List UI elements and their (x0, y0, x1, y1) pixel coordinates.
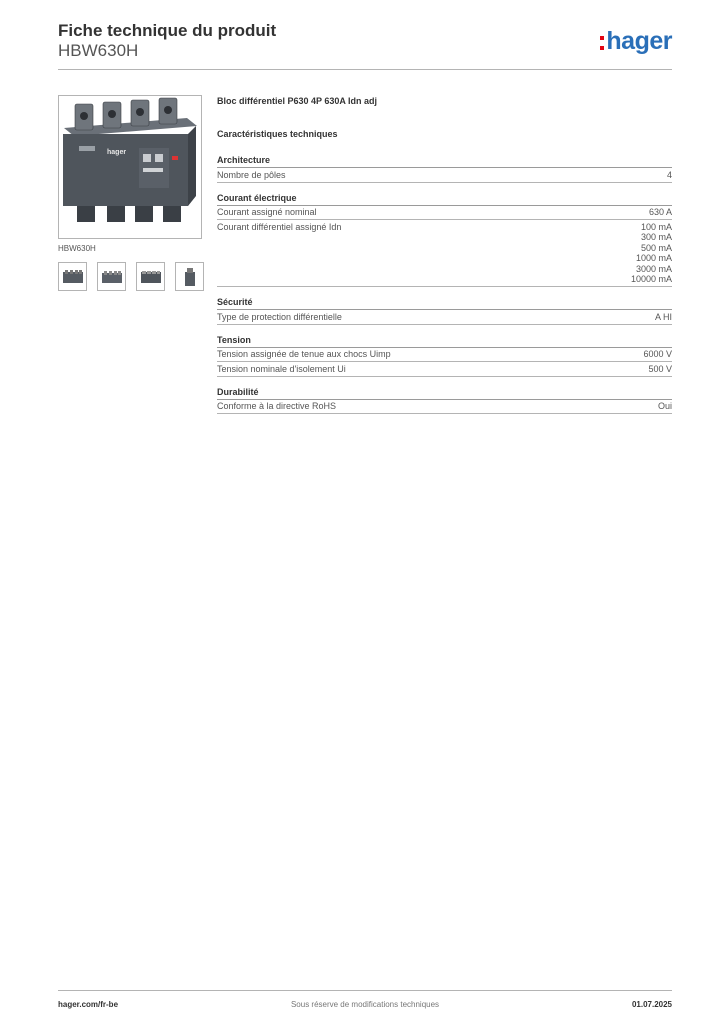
spec-label: Courant différentiel assigné Idn (217, 221, 342, 232)
device-side-icon (182, 267, 198, 287)
thumbnail-3[interactable] (136, 262, 165, 291)
spec-row (217, 206, 672, 221)
logo-dots-icon (600, 36, 604, 50)
image-caption: HBW630H (58, 244, 96, 253)
spec-value: 500 V (648, 363, 672, 374)
hager-logo (600, 26, 672, 56)
product-name: Bloc différentiel P630 4P 630A Idn adj (217, 96, 378, 106)
footer-date: 01.07.2025 (631, 1000, 672, 1009)
spec-value-list (631, 222, 672, 285)
spec-value: 300 mA (640, 232, 672, 242)
spec-label: Nombre de pôles (217, 169, 286, 180)
spec-value: 630 A (648, 207, 672, 217)
section-courant-electrique (217, 192, 672, 288)
device-illustration (59, 96, 201, 238)
spec-row (217, 168, 672, 183)
footer-disclaimer: Sous réserve de modifications techniques (290, 1000, 440, 1009)
spec-value: Oui (657, 401, 672, 411)
spec-value: 1000 mA (635, 253, 672, 263)
spec-value: 3000 mA (635, 263, 672, 274)
thumbnail-1[interactable] (58, 262, 87, 291)
section-architecture (217, 154, 672, 183)
spec-label: Tension nominale d'isolement Ui (217, 363, 346, 374)
spec-row (217, 348, 672, 363)
section-title: Durabilité (217, 386, 672, 400)
page-footer (58, 990, 672, 1015)
spec-label: Type de protection différentielle (217, 311, 342, 322)
thumbnail-gallery (58, 262, 204, 291)
thumbnail-2[interactable] (97, 262, 126, 291)
section-durabilite (217, 386, 672, 415)
product-details (217, 95, 672, 414)
spec-label: Conforme à la directive RoHS (217, 401, 337, 411)
spec-label: Tension assignée de tenue aux chocs Uimp (217, 349, 391, 359)
spec-row (217, 400, 672, 415)
spec-value: 4 (666, 169, 672, 180)
section-title: Tension (217, 334, 672, 348)
page-header (58, 21, 672, 70)
device-angle-icon (140, 269, 162, 285)
device-top-icon (101, 269, 123, 285)
section-title: Courant électrique (217, 192, 672, 206)
technical-characteristics-title: Caractéristiques techniques (217, 129, 338, 139)
device-front-icon (62, 269, 84, 285)
page-title: Fiche technique du produit (58, 21, 277, 40)
spec-row (217, 362, 672, 377)
spec-value: 500 mA (640, 242, 672, 253)
spec-value: 10000 mA (630, 274, 672, 284)
spec-row (217, 310, 672, 325)
section-securite (217, 296, 672, 325)
spec-value: A HI (654, 311, 672, 322)
section-title: Architecture (217, 154, 672, 168)
section-tension (217, 334, 672, 377)
spec-value: 6000 V (643, 349, 672, 359)
spec-label: Courant assigné nominal (217, 207, 317, 217)
section-title: Sécurité (217, 296, 672, 310)
logo-text: hager (606, 26, 672, 55)
footer-website-link[interactable]: hager.com/fr-be (58, 1000, 119, 1009)
product-reference: HBW630H (58, 41, 139, 60)
spec-value: 100 mA (640, 221, 672, 232)
spec-row (217, 220, 672, 287)
product-image (58, 95, 202, 239)
thumbnail-4[interactable] (175, 262, 204, 291)
svg-text:hager: hager (107, 149, 127, 156)
